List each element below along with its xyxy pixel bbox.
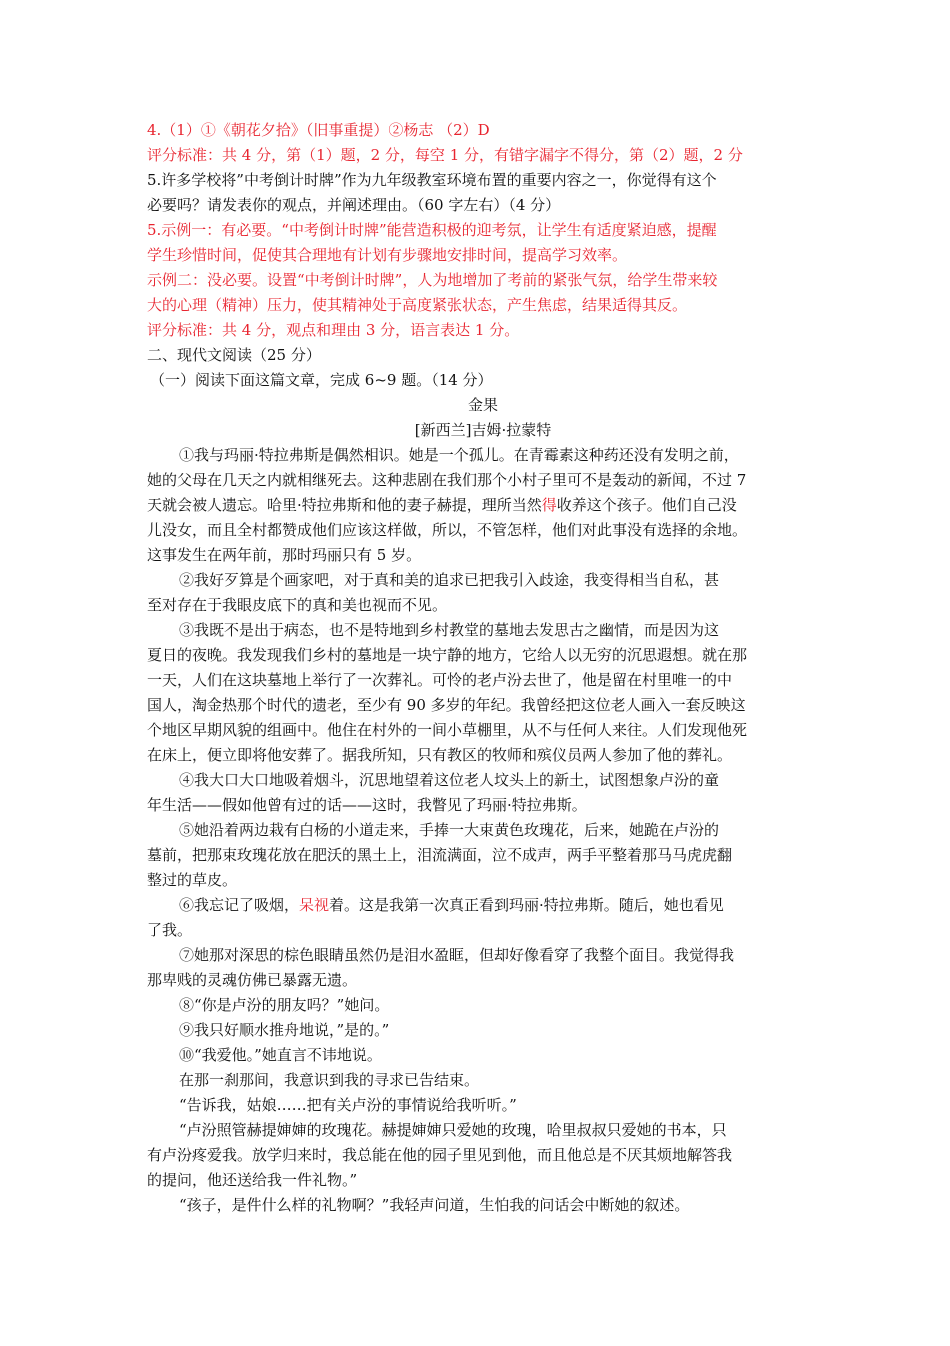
paragraph-3-line: 在床上，便立即将他安葬了。据我所知，只有教区的牧师和殡仪员两人参加了他的葬礼。: [147, 746, 733, 764]
article-author: [新西兰]吉姆·拉蒙特: [414, 421, 552, 439]
q5-example-1-line-1: 5.示例一：有必要。“中考倒计时牌”能营造积极的迎考氛，让学生有适度紧迫感，提醒: [147, 221, 717, 239]
paragraph-5-line: ⑤她沿着两边栽有白杨的小道走来，手捧一大束黄色玫瑰花，后来，她跪在卢汾的: [179, 821, 720, 839]
paragraph-1-line: [147, 493, 819, 518]
paragraph-13-line: “卢汾照管赫提婶婶的玫瑰花。赫提婶婶只爱她的玫瑰，哈里叔叔只爱她的书本，只: [179, 1121, 727, 1139]
paragraph-5-line: 墓前，把那束玫瑰花放在肥沃的黑土上，泪流满面，泣不成声，两手平整着那马马虎虎翻: [147, 846, 733, 864]
paragraph-13-line: 有卢汾疼爱我。放学归来时，我总能在他的园子里见到他，而且他总是不厌其烦地解答我: [147, 1146, 733, 1164]
paragraph-1-line: 这事发生在两年前，那时玛丽只有 5 岁。: [147, 546, 422, 564]
paragraph-3-line: 一天，人们在这块墓地上举行了一次葬礼。可怜的老卢汾去世了，他是留在村里唯一的中: [147, 671, 733, 689]
paragraph-2-line: ②我好歹算是个画家吧，对于真和美的追求已把我引入歧途，我变得相当自私，甚: [179, 571, 720, 589]
paragraph-1-line: ①我与玛丽·特拉弗斯是偶然相识。她是一个孤儿。在青霉素这种药还没有发明之前，: [179, 446, 739, 464]
section-sub-heading: （一）阅读下面这篇文章，完成 6~9 题。（14 分）: [150, 371, 493, 389]
q5-example-1-line-2: 学生珍惜时间，促使其合理地有计划有步骤地安排时间，提高学习效率。: [147, 246, 628, 264]
paragraph-1-line: 她的父母在几天之内就相继死去。这种悲剧在我们那个小村子里可不是轰动的新闻，不过 7: [147, 471, 747, 489]
paragraph-1-line: 儿没女，而且全村都赞成他们应该这样做，所以，不管怎样，他们对此事没有选择的余地。: [147, 521, 748, 539]
paragraph-5-line: 整过的草皮。: [147, 871, 238, 889]
paragraph-11: 在那一刹那间，我意识到我的寻求已告结束。: [179, 1071, 480, 1089]
paragraph-7-line: 那卑贱的灵魂仿佛已暴露无遗。: [147, 971, 358, 989]
paragraph-13-line: 的提问，他还送给我一件礼物。”: [147, 1171, 358, 1189]
text-segment: 天就会被人遗忘。哈里·特拉弗斯和他的妻子赫提，理所当然: [147, 496, 542, 514]
highlighted-word: 呆视: [299, 896, 330, 914]
q4-scoring: 评分标准：共 4 分，第（1）题，2 分，每空 1 分，有错字漏字不得分，第（2）题，2 分: [147, 146, 743, 164]
q5-example-2-line-2: 大的心理（精神）压力，使其精神处于高度紧张状态，产生焦虑，结果适得其反。: [147, 296, 688, 314]
document-page: [147, 118, 819, 1218]
q5-question-line-2: 必要吗？请发表你的观点，并阐述理由。（60 字左右）（4 分）: [147, 196, 561, 214]
paragraph-3-line: 国人，淘金热那个时代的遗老，至少有 90 多岁的年纪。我曾经把这位老人画入一套反映这: [147, 696, 746, 714]
paragraph-6-line: 了我。: [147, 921, 193, 939]
paragraph-2-line: 至对存在于我眼皮底下的真和美也视而不见。: [147, 596, 448, 614]
paragraph-12: “告诉我，姑娘……把有关卢汾的事情说给我听听。”: [179, 1096, 517, 1114]
paragraph-7-line: ⑦她那对深思的棕色眼睛虽然仍是泪水盈眶，但却好像看穿了我整个面目。我觉得我: [179, 946, 735, 964]
highlighted-word: 得: [541, 496, 557, 514]
paragraph-3-line: ③我既不是出于病态，也不是特地到乡村教堂的墓地去发思古之幽情，而是因为这: [179, 621, 720, 639]
text-segment: 收养这个孩子。他们自己没: [556, 496, 737, 514]
paragraph-8: ⑧“你是卢汾的朋友吗？”她问。: [179, 996, 390, 1014]
paragraph-3-line: 夏日的夜晚。我发现我们乡村的墓地是一块宁静的地方，它给人以无穷的沉思遐想。就在那: [147, 646, 748, 664]
q5-question-line-1: 5.许多学校将”中考倒计时牌”作为九年级教室环境布置的重要内容之一，你觉得有这个: [147, 171, 717, 189]
q5-example-2-line-1: 示例二：没必要。设置“中考倒计时牌”，人为地增加了考前的紧张气氛，给学生带来较: [147, 271, 718, 289]
paragraph-9: ⑨我只好顺水推舟地说，”是的。”: [179, 1021, 390, 1039]
paragraph-4-line: ④我大口大口地吸着烟斗，沉思地望着这位老人坟头上的新土，试图想象卢汾的童: [179, 771, 720, 789]
text-segment: 着。这是我第一次真正看到玛丽·特拉弗斯。随后，她也看见: [329, 896, 724, 914]
section-heading: 二、现代文阅读（25 分）: [147, 346, 321, 364]
q5-scoring: 评分标准：共 4 分，观点和理由 3 分，语言表达 1 分。: [147, 321, 520, 339]
text-segment: ⑥我忘记了吸烟，: [179, 896, 300, 914]
article-title: 金果: [467, 396, 498, 414]
paragraph-6-line: [147, 893, 819, 918]
q4-answer: 4.（1）①《朝花夕拾》（旧事重提）②杨志 （2）D: [147, 121, 490, 139]
paragraph-10: ⑩“我爱他。”她直言不讳地说。: [179, 1046, 382, 1064]
paragraph-3-line: 个地区早期风貌的组画中。他住在村外的一间小草棚里，从不与任何人来往。人们发现他死: [147, 721, 748, 739]
paragraph-4-line: 年生活——假如他曾有过的话——这时，我瞥见了玛丽·特拉弗斯。: [147, 796, 587, 814]
paragraph-14: “孩子，是件什么样的礼物啊？”我轻声问道，生怕我的问话会中断她的叙述。: [179, 1196, 690, 1214]
